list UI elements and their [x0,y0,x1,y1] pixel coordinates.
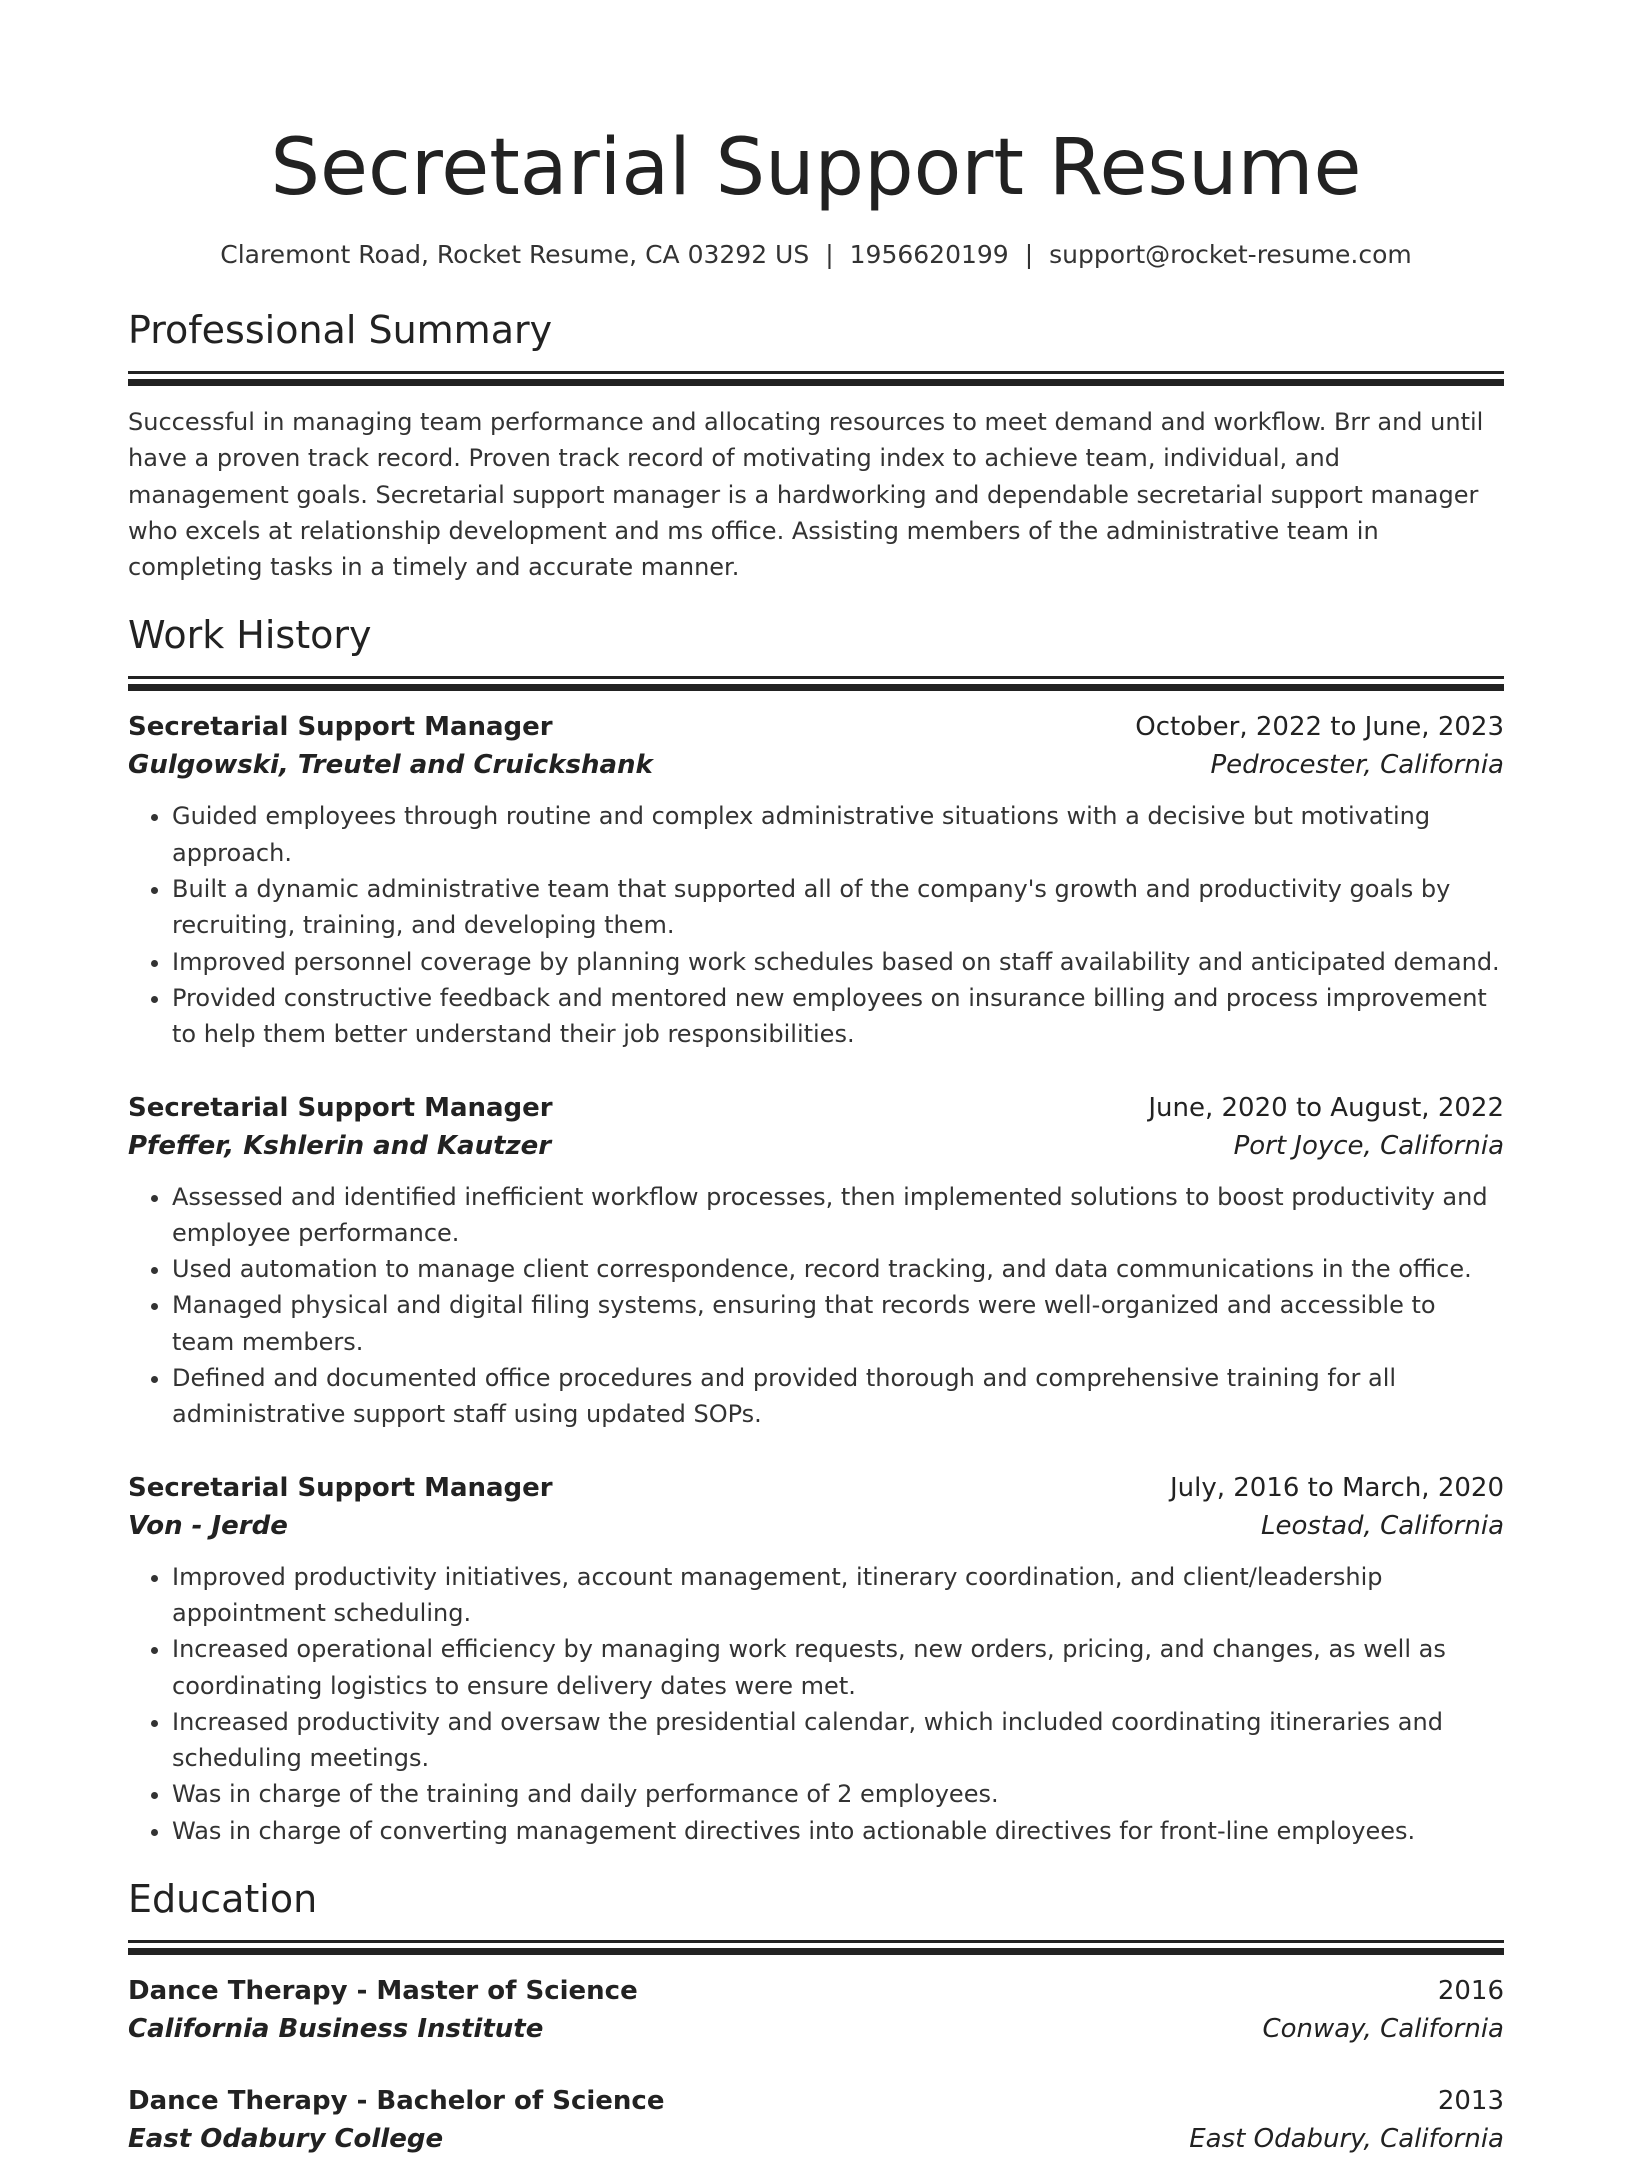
education-school: East Odabury College [128,2124,444,2155]
education-degree: Dance Therapy - Bachelor of Science [128,2086,665,2117]
job-company: Pfeffer, Kshlerin and Kautzer [128,1130,552,1161]
contact-address: Claremont Road, Rocket Resume, CA 03292 US [220,240,810,269]
job-title: Secretarial Support Manager [128,1472,553,1503]
contact-phone: 1956620199 [849,240,1009,269]
section-divider-thin [128,1940,1504,1943]
education-section [128,1875,1504,2158]
job-bullet: • Guided employees through routine and complex administrative situations with a decisive but motivating approach. [172,798,1504,871]
job-bullet: • Built a dynamic administrative team that supported all of the company's growth and productivity goals by recruiting, training, and developing them. [172,871,1504,944]
education-location: East Odabury, California [1189,2124,1504,2155]
job-bullet: • Defined and documented office procedures and provided thorough and comprehensive training for all administrative support staff using updated SOPs. [172,1360,1504,1433]
section-heading-education: Education [128,1877,318,1922]
job-title: Secretarial Support Manager [128,1092,553,1123]
job-bullet: • Increased productivity and oversaw the presidential calendar, which included coordinating itineraries and scheduling meetings. [172,1704,1504,1777]
resume-name: Secretarial Support Resume [270,123,1362,213]
education-year: 2016 [1437,1976,1504,2007]
section-heading-summary: Professional Summary [128,308,553,352]
job-entry [128,1089,1504,1433]
job-entry [128,1469,1504,1849]
job-bullet: • Used automation to manage client correspondence, record tracking, and data communications in the office. [172,1251,1504,1287]
job-bullet: • Was in charge of the training and daily performance of 2 employees. [172,1776,1504,1812]
job-company: Gulgowski, Treutel and Cruickshank [128,750,653,781]
summary-text: Successful in managing team performance and allocating resources to meet demand and workflow. Brr and until have a proven track record. Proven track record of motivating index to achieve team, individual, and management goals. Secretarial support manager is a hardworking and dependable secretarial support manager who excels at relationship development and ms office. Assisting members of the administrative team in completing tasks in a timely and accurate manner. [128,408,1484,582]
section-divider-thick [128,684,1504,691]
job-bullets [128,798,1504,1052]
section-heading-work-history: Work History [128,613,372,658]
job-location: Pedrocester, California [1210,750,1504,781]
job-bullet: • Assessed and identified inefficient workflow processes, then implemented solutions to boost productivity and employee performance. [172,1179,1504,1252]
section-divider-thick [128,379,1504,386]
education-entry [128,2082,1504,2158]
job-entry [128,708,1504,1052]
education-degree: Dance Therapy - Master of Science [128,1976,638,2007]
contact-line [128,238,1504,272]
job-bullets [128,1559,1504,1849]
education-location: Conway, California [1262,2014,1504,2045]
job-bullet: • Provided constructive feedback and mentored new employees on insurance billing and process improvement to help them better understand their job responsibilities. [172,980,1504,1053]
section-divider-thin [128,676,1504,679]
education-year: 2013 [1437,2086,1504,2117]
job-bullets [128,1179,1504,1433]
education-entry [128,1972,1504,2048]
contact-separator: | [825,240,834,269]
job-bullet: • Was in charge of converting management directives into actionable directives for front-line employees. [172,1813,1504,1849]
resume-page [128,0,1504,2158]
job-dates: October, 2022 to June, 2023 [1135,712,1504,743]
job-bullet: • Improved productivity initiatives, account management, itinerary coordination, and client/leadership appointment scheduling. [172,1559,1504,1632]
job-company: Von - Jerde [128,1510,288,1541]
job-bullet: • Increased operational efficiency by managing work requests, new orders, pricing, and changes, as well as coordinating logistics to ensure delivery dates were met. [172,1631,1504,1704]
job-dates: July, 2016 to March, 2020 [1169,1472,1504,1503]
job-bullet: • Improved personnel coverage by planning work schedules based on staff availability and anticipated demand. [172,944,1504,980]
job-dates: June, 2020 to August, 2022 [1148,1092,1504,1123]
job-location: Port Joyce, California [1233,1130,1504,1161]
section-divider-thin [128,371,1504,374]
job-title: Secretarial Support Manager [128,712,553,743]
section-divider-thick [128,1948,1504,1955]
summary-section [128,306,1504,585]
contact-email: support@rocket-resume.com [1049,240,1412,269]
job-bullet: • Managed physical and digital filing systems, ensuring that records were well-organized and accessible to team members. [172,1287,1504,1360]
education-school: California Business Institute [128,2014,544,2045]
job-location: Leostad, California [1260,1510,1504,1541]
contact-separator: | [1024,240,1034,269]
work-history-section [128,611,1504,1849]
